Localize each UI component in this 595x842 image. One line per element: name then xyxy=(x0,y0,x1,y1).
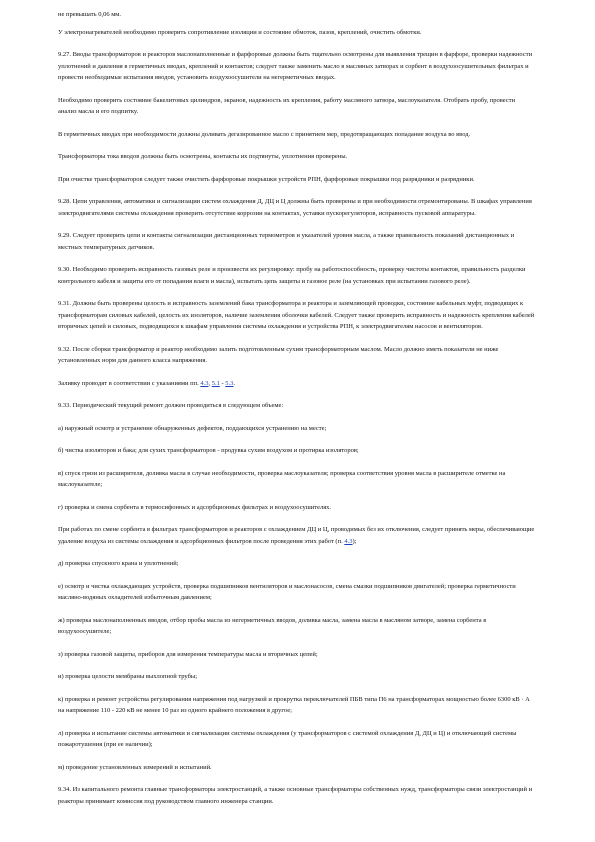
paragraph: 9.32. После сборки трансформатор и реактор необходимо залить подготовленным сухим трансформаторным маслом. Масло должно иметь показатели не ниже установленных норм для данного класса напряжения. xyxy=(58,345,499,364)
list-item: и) проверка целости мембраны выхлопной трубы; xyxy=(58,673,198,680)
paragraph: 9.27. Вводы трансформаторов и реакторов маслонаполненные и фарфоровые должны быть тщательно осмотрены для выявления трещин в фарфоре, проверки надежности уплотнений и давления в герметичных вводах, креплений и контактов; следует также заменить масло в масляных затворах и сорбент в воздухоосушительных фильтрах и провести необходимые испытания вводов, установить воздухоосушители на негерметичных вводах. xyxy=(58,51,533,81)
paragraph: 9.29. Следует проверить цепи и контакты сигнализации дистанционных термометров и указателей уровня масла, а также правильность показаний дистанционных и местных температурных датчиков. xyxy=(58,232,515,251)
link-clause-4-3[interactable]: 4.3 xyxy=(200,379,209,387)
paragraph: Трансформаторы тока вводов должны быть осмотрены, контакты их подтянуты, уплотнения проверены. xyxy=(58,153,348,160)
paragraph: При очистке трансформаторов следует также очистить фарфоровые покрышки устройств РПН, фарфоровые покрышки под разрядники и разрядники. xyxy=(58,175,475,183)
paragraph-text: Заливку проводят в соответствии с указаниями пп. xyxy=(58,379,201,387)
paragraph-text: ); xyxy=(352,537,357,545)
list-item: к) проверка и ремонт устройства регулирования напряжения под нагрузкой и прокрутка переключателей ПБВ типа П6 на трансформаторах мощностью более 6300 кВ · А на напряжение 110 - 220 кВ не менее 10 раз из одного крайнего положения в другое; xyxy=(58,695,530,714)
paragraph: 9.33. Периодический текущий ремонт должен проводиться в следующем объеме: xyxy=(58,402,284,409)
paragraph-text: При работах по смене сорбента в фильтрах трансформаторов и реакторов с охлаждением ДЦ и Ц, проводимых без их отключения, следует принять меры, обеспечивающие удаление воздуха из системы охлаждения и адсорбционных фильтров после проведения этих работ (п. xyxy=(58,526,535,545)
paragraph: У электронагревателей необходимо проверить сопротивление изоляции и состояние обмоток, пазов, креплений, очистить обмотки. xyxy=(58,28,422,36)
paragraph: не превышать 0,06 мм. xyxy=(58,11,122,18)
paragraph: 9.31. Должны быть проверены целость и исправность заземлений бака трансформатора и реактора и заземляющей проводки, состояние кабельных муфт, подводящих к трансформаторам силовых кабелей, целость их изоляторов, наличие заземления оболочки кабелей. Следует также проверить исправность и надежность крепления кабелей вторичных цепей и силовых, подводящихся к шкафам управления системы охлаждения и устройства РПН, к электродвигателям насосов и вентиляторов. xyxy=(58,300,535,330)
list-item: б) чистка изоляторов и бака; для сухих трансформаторов - продувка сухим воздухом и протирка изоляторов; xyxy=(58,447,359,454)
link-clause-5-1[interactable]: 5.1 xyxy=(211,379,220,387)
list-item: в) спуск грязи из расширителя, доливка масла в случае необходимости, проверка маслоуказателя; проверка соответствия уровня масла в расширителе отметке на маслоуказателе; xyxy=(58,469,506,488)
separator: , xyxy=(208,379,212,387)
link-clause-4-3[interactable]: 4.3 xyxy=(344,537,353,545)
paragraph: Необходимо проверить состояние бакелитовых цилиндров, экранов, надежность их крепления, работу масляного затвора, маслоуказателя. Отобрать пробу, провести анализ масла и его подпитку. xyxy=(58,96,516,115)
paragraph: В герметичных вводах при необходимости должны доливать дегазированное масло с принятием мер, предотвращающих попадание воздуха во ввод. xyxy=(58,130,471,138)
list-item: а) наружный осмотр и устранение обнаруженных дефектов, поддающихся устранению на месте; xyxy=(58,424,327,432)
paragraph-text: . xyxy=(233,379,236,387)
list-item: е) осмотр и чистка охлаждающих устройств, проверка подшипников вентиляторов и маслонасосов, смена смазки подшипников двигателей; проверка герметичности масляно-водяных охладителей избыточным давлением; xyxy=(58,582,516,601)
list-item: з) проверка газовой защиты, приборов для измерения температуры масла и вторичных цепей; xyxy=(58,650,318,658)
list-item: м) проведение установленных измерений и испытаний. xyxy=(58,763,212,771)
list-item: л) проверка и испытание системы автоматики и сигнализации системы охлаждения (у трансформаторов с системой охлаждения Д, ДЦ и Ц) и отключающей системы пожаротушения (при ее наличии); xyxy=(58,729,517,748)
paragraph: 9.28. Цепи управления, автоматики и сигнализации систем охлаждения Д, ДЦ и Ц должны быть проверены и при необходимости отремонтированы. В шкафах управления электродвигателями системы охлаждения проверить отсутствие коррозии на контактах, уставки пускорегуляторов, исправность пусковой аппаратуры. xyxy=(58,198,532,217)
paragraph: 9.34. Из капитального ремонта главные трансформаторы электростанций, а также основные трансформаторы собственных нужд, трансформаторы связи электростанций и реакторы принимает комиссия под руководством главного инженера станции. xyxy=(58,786,533,805)
paragraph-with-links xyxy=(58,524,535,547)
list-item: г) проверка и смена сорбента в термосифонных и адсорбционных фильтрах и воздухоосушителях. xyxy=(58,503,332,511)
paragraph: 9.30. Необходимо проверить исправность газовых реле и произвести их регулировку: пробу на работоспособность, проверку чистоты контактов, правильность разделки контрольного кабеля и защиты его от попадания влаги и масла), испытать цепь защиты и газовое реле (на установках при испытании газового реле). xyxy=(58,266,526,285)
link-clause-5-3[interactable]: 5.3 xyxy=(225,379,234,387)
separator: - xyxy=(219,379,226,387)
list-item: д) проверка спускного крана и уплотнений; xyxy=(58,560,179,567)
list-item: ж) проверка маслонаполненных вводов, отбор пробы масла из негерметичных вводов, доливка масла, замена масла в масляном затворе, замена сорбента в воздухоосушителе; xyxy=(58,616,487,635)
paragraph-with-links xyxy=(58,378,535,390)
